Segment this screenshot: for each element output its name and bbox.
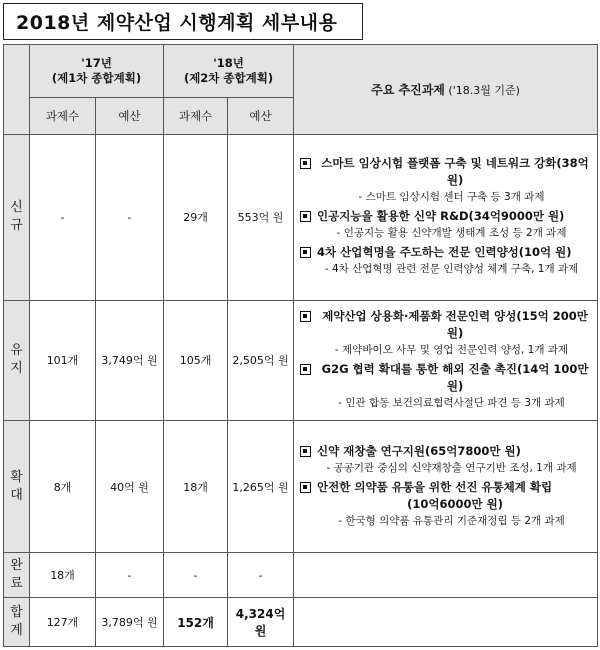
header-tasks [294,45,598,135]
header-2018-plan: (제2차 종합계획) [183,70,274,85]
header-2017-plan: (제1차 종합계획) [51,70,142,85]
count-2018: 18개 [164,420,228,552]
task-detail: - 4차 산업혁명 관련 전문 인력양성 체계 구축, 1개 과제 [324,263,579,276]
task-list [294,420,598,552]
checkbox-square-icon [300,482,311,493]
table-row-total [4,598,598,647]
header-2018-budget: 예산 [228,97,294,134]
task-list [294,300,598,420]
plan-table [3,44,598,647]
budget-2017: 3,789억 원 [96,598,164,647]
task-item: 제약산업 상용화·제품화 전문인력 양성(15억 200만 원) [300,308,593,342]
task-item: 신약 재창출 연구지원(65억7800만 원) [300,443,593,460]
table-row-expand [4,420,598,552]
task-item: 안전한 의약품 유통을 위한 선진 유통체계 확립 [300,479,593,496]
header-2017-count: 과제수 [30,97,96,134]
header-2018-year: '18년 [213,55,244,70]
checkbox-square-icon [300,247,311,258]
category-done: 완 료 [4,553,30,598]
page-title: 2018년 제약산업 시행계획 세부내용 [3,3,363,40]
budget-2017: 40억 원 [96,420,164,552]
budget-2018: 4,324억 원 [228,598,294,647]
task-item: 인공지능을 활용한 신약 R&D(34억9000만 원) [300,208,593,225]
header-2017 [30,45,164,98]
task-list [294,134,598,300]
count-2017: 127개 [30,598,96,647]
table-row-maintain [4,300,598,420]
count-2017: 18개 [30,553,96,598]
task-detail: - 스마트 임상시험 센터 구축 등 3개 과제 [358,191,545,204]
budget-2017: - [96,134,164,300]
checkbox-square-icon [300,364,311,375]
checkbox-square-icon [300,446,311,457]
task-item: 4차 산업혁명을 주도하는 전문 인력양성(10억 원) [300,244,593,261]
task-list-empty [294,598,598,647]
header-corner [4,45,30,135]
task-list-empty [294,553,598,598]
task-item: G2G 협력 확대를 통한 해외 진출 촉진(14억 100만 원) [300,361,593,395]
budget-2018: 2,505억 원 [228,300,294,420]
table-row-new [4,134,598,300]
checkbox-square-icon [300,211,311,222]
task-detail: - 한국형 의약품 유통관리 기준재정립 등 2개 과제 [338,514,565,527]
task-item: 스마트 임상시험 플랫폼 구축 및 네트워크 강화(38억 원) [300,155,593,189]
count-2017: 8개 [30,420,96,552]
budget-2018: 553억 원 [228,134,294,300]
count-2018: 152개 [164,598,228,647]
budget-2018: - [228,553,294,598]
header-2017-year: '17년 [81,55,112,70]
category-maintain: 유 지 [4,300,30,420]
budget-2018: 1,265억 원 [228,420,294,552]
task-detail: - 제약바이오 사무 및 영업 전문인력 양성, 1개 과제 [334,343,569,356]
task-detail: - 인공지능 활용 신약개발 생태계 조성 등 2개 과제 [336,227,567,240]
checkbox-square-icon [300,311,311,322]
task-detail: - 민관 합동 보건의료협력사절단 파견 등 3개 과제 [338,396,565,409]
count-2018: - [164,553,228,598]
count-2017: 101개 [30,300,96,420]
count-2018: 29개 [164,134,228,300]
task-detail: - 공공기관 중심의 신약재창출 연구기반 조성, 1개 과제 [326,461,577,474]
header-2018 [164,45,294,98]
table-row-done [4,553,598,598]
category-total: 합 계 [4,598,30,647]
header-row-years [4,45,598,98]
category-new: 신 규 [4,134,30,300]
header-2018-count: 과제수 [164,97,228,134]
task-item-continued: (10억6000만 원) [407,496,503,511]
header-tasks-title: 주요 추진과제 [371,82,445,97]
budget-2017: 3,749억 원 [96,300,164,420]
count-2017: - [30,134,96,300]
checkbox-square-icon [300,158,311,169]
header-tasks-note: ('18.3월 기준) [448,83,520,97]
count-2018: 105개 [164,300,228,420]
category-expand: 확 대 [4,420,30,552]
budget-2017: - [96,553,164,598]
header-2017-budget: 예산 [96,97,164,134]
